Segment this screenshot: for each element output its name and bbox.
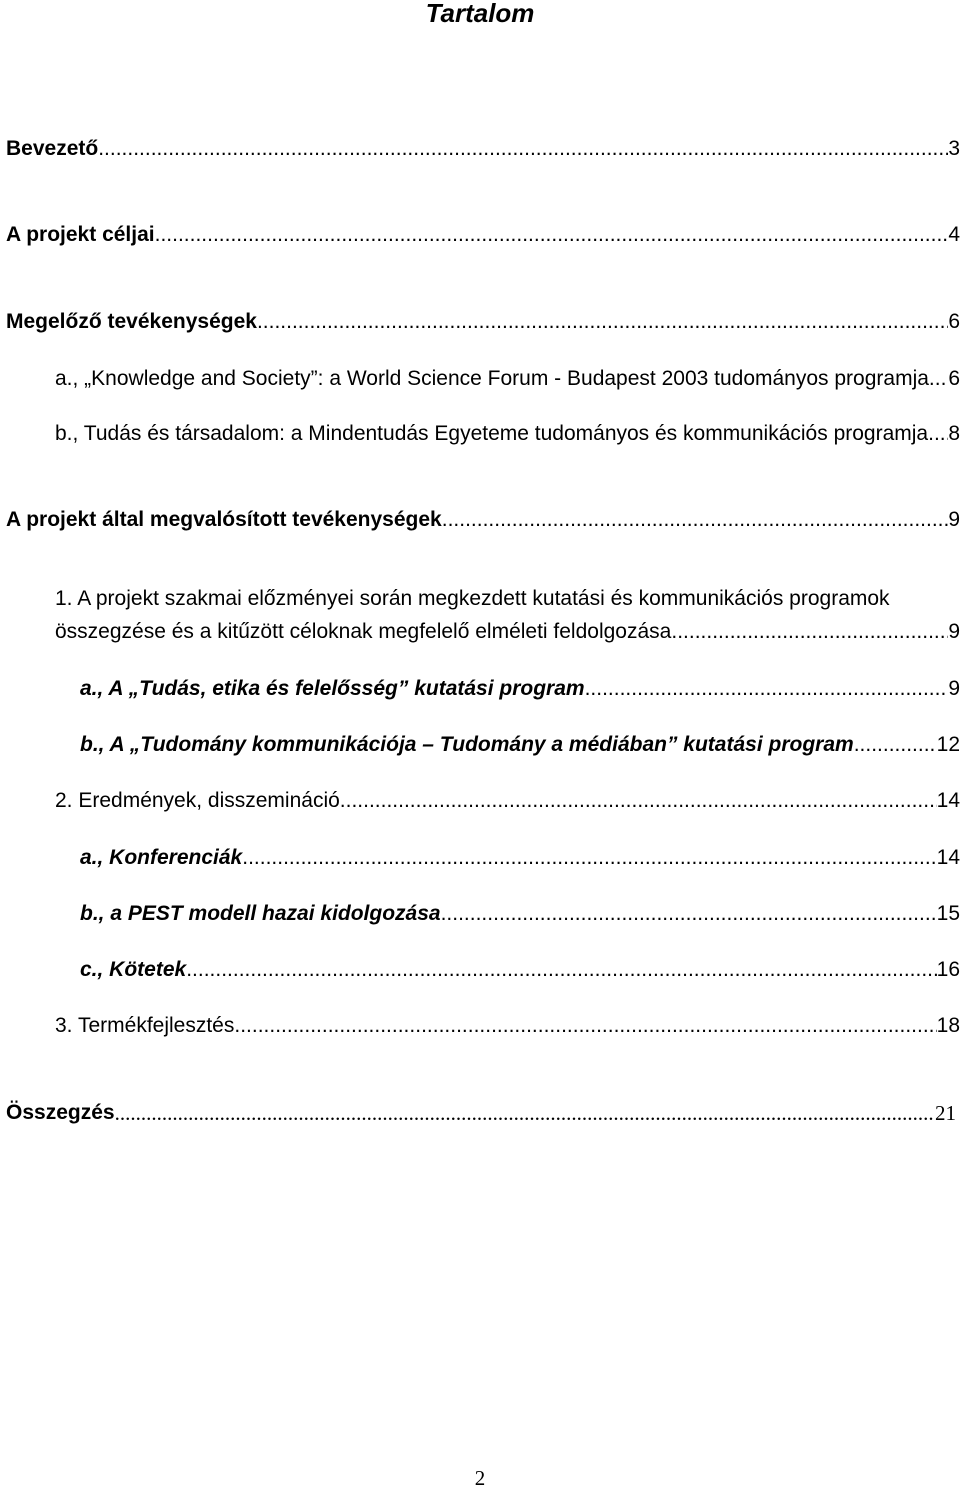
toc-entry-label: Megelőző tevékenységek [6,310,257,333]
toc-dot-leader [677,620,948,644]
toc-dot-leader [441,902,937,926]
toc-page-number: 9 [948,620,960,643]
toc-entry-label: c., Kötetek [80,958,187,981]
toc-entry-konferenciak[interactable] [80,840,960,870]
toc-entry-megelozo[interactable] [6,304,960,334]
toc-entry-megvalositott[interactable] [6,502,960,532]
toc-entry-label: b., a PEST modell hazai kidolgozása [80,902,441,925]
toc-page-number: 14 [936,789,960,812]
toc-entry-kotetek[interactable] [80,952,960,982]
footer-page-number: 2 [474,1466,486,1490]
toc-page-number: 6 [948,310,960,333]
toc-entry-label: Összegzés [6,1101,115,1124]
toc-page-number: 8 [948,422,960,445]
toc-page-number: 12 [936,733,960,756]
toc-entry-pest-modell[interactable] [80,896,960,926]
toc-dot-leader [98,137,948,161]
toc-page-number: 14 [936,846,960,869]
toc-entry-label: b., Tudás és társadalom: a Mindentudás Egyeteme tudományos és kommunikációs programja [55,422,929,445]
toc-page-number: 9 [948,677,960,700]
toc-page-number: 21 [935,1101,956,1125]
toc-dot-leader [115,1101,935,1125]
toc-entry-label: 2. Eredmények, disszemináció [55,789,340,812]
toc-dot-leader [928,422,948,446]
toc-entry-tudas-etika[interactable] [80,671,960,701]
toc-entry-projekt-celjai[interactable] [6,217,960,247]
toc-entry-label: A projekt által megvalósított tevékenységek [6,508,442,531]
toc-entry-label: Bevezető [6,137,99,160]
toc-entry-bevezeto[interactable] [6,131,960,161]
toc-entry-label: A projekt céljai [6,223,155,246]
toc-entry-label: b., A „Tudomány kommunikációja – Tudomány a médiában” kutatási program [80,733,854,756]
toc-entry-termekfejlesztes[interactable] [55,1008,960,1038]
toc-page-number: 16 [936,958,960,981]
toc-entry-label: a., Konferenciák [80,846,243,869]
toc-entry-osszegzes[interactable] [6,1095,956,1125]
toc-entry-label: összegzése és a kitűzött céloknak megfelelő elméleti feldolgozása. [55,620,678,643]
toc-dot-leader [186,958,936,982]
toc-dot-leader [340,789,937,813]
toc-dot-leader [442,508,949,532]
toc-entry-world-science-forum[interactable] [55,361,960,391]
page-title: Tartalom [425,0,535,28]
toc-entry-label: a., „Knowledge and Society”: a World Science Forum - Budapest 2003 tudományos programja [55,367,929,390]
toc-dot-leader [585,677,949,701]
toc-page-number: 3 [948,137,960,160]
toc-page-number: 18 [936,1014,960,1037]
toc-dot-leader [155,223,949,247]
toc-entry-eredmenyek[interactable] [55,783,960,813]
toc-dot-leader [234,1014,936,1038]
toc-dot-leader [929,367,948,391]
toc-page-number: 4 [948,223,960,246]
toc-entry-label: 3. Termékfejlesztés [55,1014,235,1037]
toc-page-number: 15 [936,902,960,925]
toc-page-number: 9 [948,508,960,531]
toc-entry-elozmenyek[interactable] [55,614,960,644]
toc-entry-elozmenyek-line1: 1. A projekt szakmai előzményei során megkezdett kutatási és kommunikációs programok [55,587,890,610]
toc-entry-mindentudas[interactable] [55,416,960,446]
toc-dot-leader [257,310,948,334]
toc-entry-label: a., A „Tudás, etika és felelősség” kutatási program [80,677,585,700]
toc-entry-tudomany-kommunikacioja[interactable] [80,727,960,757]
toc-dot-leader [854,733,937,757]
toc-dot-leader [242,846,936,870]
toc-page-number: 6 [948,367,960,390]
